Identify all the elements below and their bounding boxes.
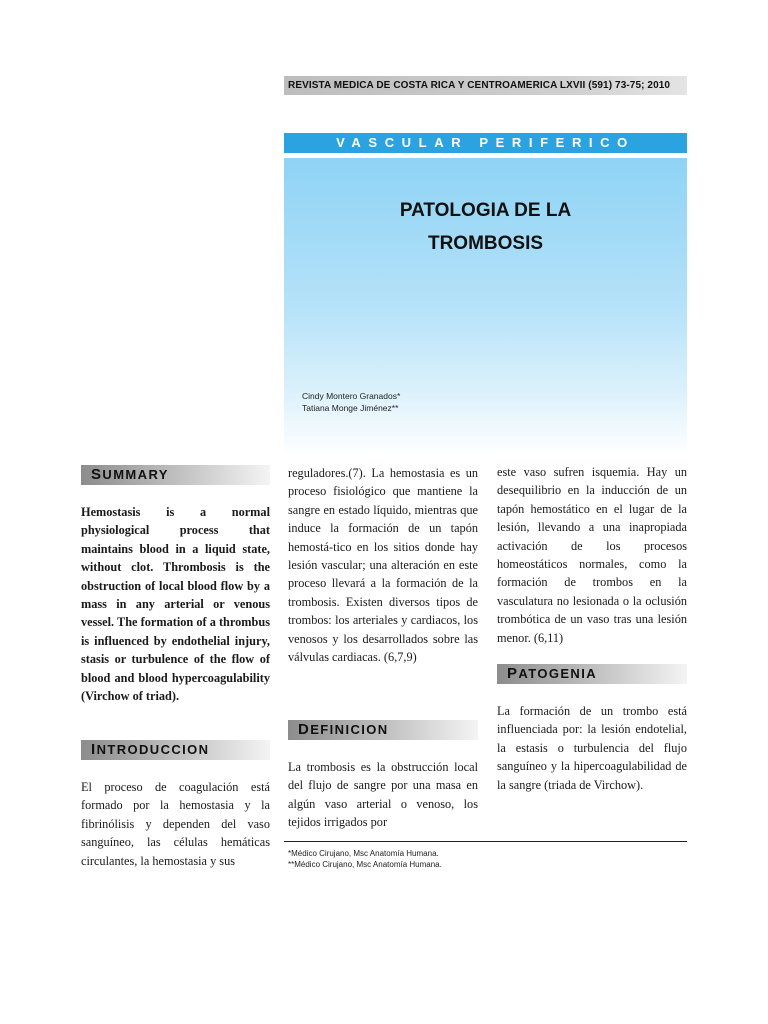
title-line-1: PATOLOGIA DE LA xyxy=(399,200,572,221)
section-banner: VASCULAR PERIFERICO xyxy=(284,133,687,153)
footnote-2: **Médico Cirujano, Msc Anatomía Humana. xyxy=(288,860,442,869)
summary-text: Hemostasis is a normal physiological process that maintains blood in a liquid state, without clot. Thrombosis is the obstruction of local blood flow by a mass in any arterial or venous vessel. The formation of a thrombus is influenced by endothelial injury, stasis or turbulence of the flow of blood and blood hypercoagulability (Virchow of triad). xyxy=(81,505,270,704)
journal-citation: REVISTA MEDICA DE COSTA RICA Y CENTROAMERICA LXVII (591) 73-75; 2010 xyxy=(284,76,687,95)
footnotes xyxy=(288,848,442,870)
column-2-text: reguladores.(7). La hemostasia es un proceso fisiológico que mantiene la sangre en estado líquido, mientras que induce la formación de un tapón hemostá-tico en los sitios donde hay lesión vascular; una alteración en este proceso llevará a la formación de la trombosis. Existen diversos tipos de trombos: los arteriales y cardiacos, los venosos y los desarrollados sobre las válvulas cardiacas. (6,7,9) xyxy=(288,466,478,665)
footnote-1: *Médico Cirujano, Msc Anatomía Humana. xyxy=(288,849,439,858)
heading-patogenia: PATOGENIA xyxy=(497,664,687,684)
author-list xyxy=(302,390,400,414)
introduccion-text: El proceso de coagulación está formado por la hemostasia y la fibrinólisis y dependen del vaso sanguíneo, las células hemáticas circulantes, la hemostasia y sus xyxy=(81,780,270,868)
column-3-text: este vaso sufren isquemia. Hay un desequilibrio en la inducción de un tapón hemostático en el lugar de la lesión, llevando a una inapropiada activación de los procesos homeostáticos normales, como la formación de trombos en la vasculatura no lesionada o la oclusión trombótica de un vaso tras una lesión menor. (6,11) xyxy=(497,465,687,645)
footnote-divider xyxy=(284,841,687,842)
heading-introduccion: INTRODUCCION xyxy=(81,740,270,760)
author-2: Tatiana Monge Jiménez** xyxy=(302,403,399,413)
title-line-2: TROMBOSIS xyxy=(427,233,544,254)
title-panel xyxy=(284,158,687,456)
heading-summary: SUMMARY xyxy=(81,465,270,485)
patogenia-text: La formación de un trombo está influenciada por: la lesión endotelial, la estasis o turbulencia del flujo sanguíneo y la hipercoagulabilidad de la sangre (triada de Virchow). xyxy=(497,704,687,792)
heading-definicion: DEFINICION xyxy=(288,720,478,740)
author-1: Cindy Montero Granados* xyxy=(302,391,401,401)
article-title xyxy=(284,194,687,260)
definicion-text: La trombosis es la obstrucción local del flujo de sangre por una masa en algún vaso arterial o venoso, los tejidos irrigados por xyxy=(288,760,478,830)
